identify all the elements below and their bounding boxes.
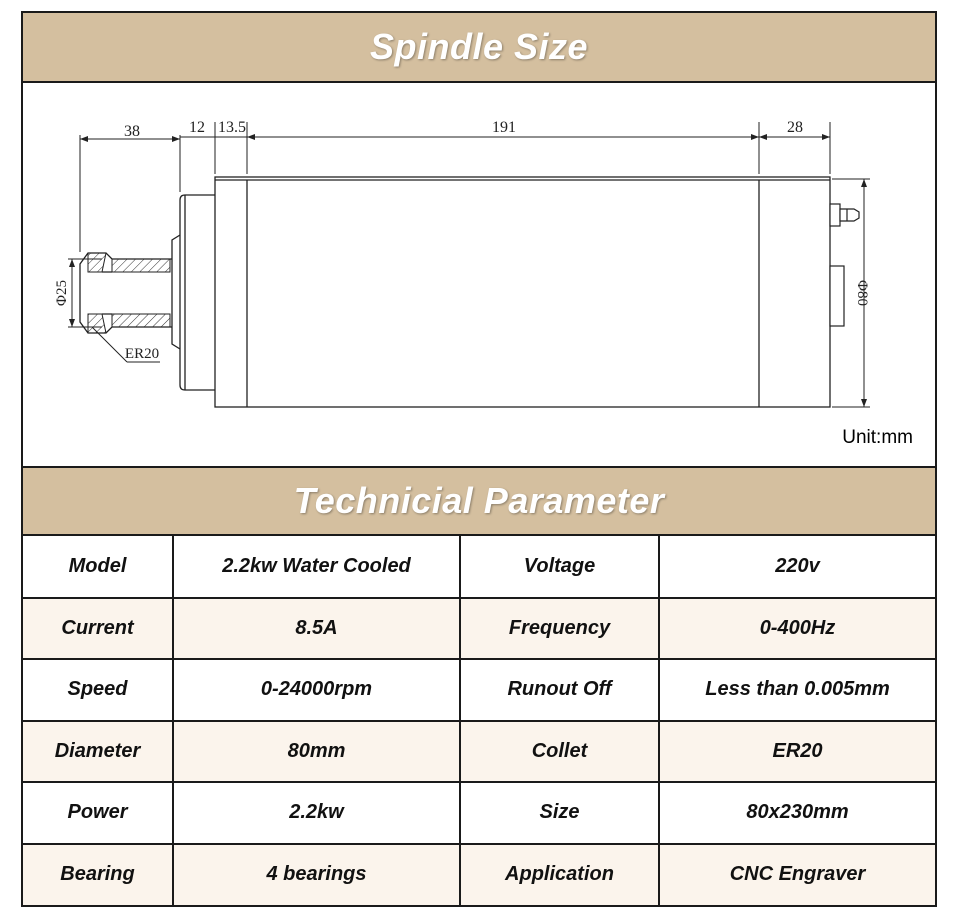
dim-13-5-label: 13.5 [218, 119, 246, 136]
param-label: Current [23, 598, 173, 660]
param-label: Power [23, 782, 173, 844]
spindle-size-title: Spindle Size [369, 26, 589, 67]
param-value: 220v [659, 536, 935, 598]
table-row [23, 844, 935, 906]
rear-connector [830, 266, 844, 326]
hatch-nut-top [88, 253, 106, 272]
param-label: Collet [460, 721, 659, 783]
param-value: 2.2kw Water Cooled [173, 536, 460, 598]
param-value: 4 bearings [173, 844, 460, 906]
hatch-section-bottom [112, 314, 170, 327]
technical-parameter-banner [23, 466, 935, 536]
param-value: Less than 0.005mm [659, 659, 935, 721]
param-value: 80x230mm [659, 782, 935, 844]
hatch-nut-bottom [88, 314, 106, 333]
water-nozzle [830, 204, 859, 226]
param-label: Diameter [23, 721, 173, 783]
param-label: Model [23, 536, 173, 598]
param-value: ER20 [659, 721, 935, 783]
param-value: 8.5A [173, 598, 460, 660]
dim-28-label: 28 [787, 119, 803, 136]
param-value: 80mm [173, 721, 460, 783]
param-value: 0-400Hz [659, 598, 935, 660]
spindle-body-outline [80, 177, 830, 407]
parameter-table [23, 536, 935, 905]
hatch-section-top [112, 259, 170, 272]
table-row [23, 598, 935, 660]
spindle-dimension-drawing [23, 83, 935, 466]
table-row [23, 721, 935, 783]
dim-dia25-label: Φ25 [54, 280, 70, 306]
table-row [23, 782, 935, 844]
param-label: Runout Off [460, 659, 659, 721]
param-value: 2.2kw [173, 782, 460, 844]
param-label: Application [460, 844, 659, 906]
param-label: Voltage [460, 536, 659, 598]
param-value: CNC Engraver [659, 844, 935, 906]
dim-191-label: 191 [492, 119, 516, 136]
table-row [23, 659, 935, 721]
table-row [23, 536, 935, 598]
param-value: 0-24000rpm [173, 659, 460, 721]
param-label: Bearing [23, 844, 173, 906]
spec-sheet [21, 11, 937, 907]
param-label: Size [460, 782, 659, 844]
spindle-size-banner [23, 13, 935, 83]
unit-label: Unit:mm [842, 427, 913, 448]
collet-er20-label: ER20 [124, 346, 160, 362]
technical-parameter-title: Technicial Parameter [293, 480, 665, 521]
dim-38-label: 38 [124, 123, 140, 140]
param-label: Speed [23, 659, 173, 721]
dim-12-label: 12 [189, 119, 205, 136]
dim-dia80-label: Φ80 [854, 280, 870, 306]
param-label: Frequency [460, 598, 659, 660]
